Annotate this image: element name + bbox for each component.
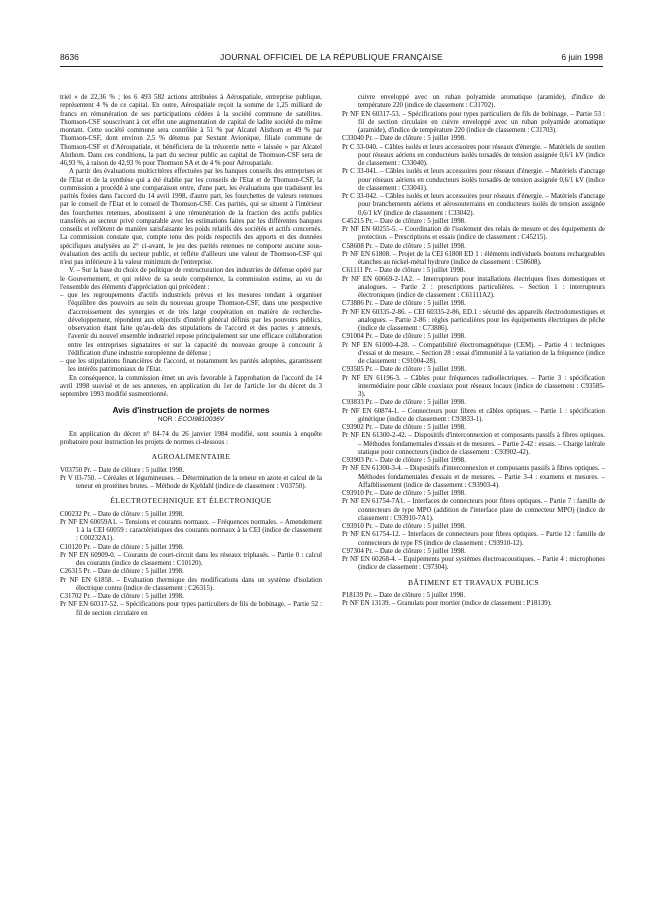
- norm-entry: P18139 Pr. – Date de clôture : 5 juillet 1998.: [342, 591, 466, 599]
- norm-entry-continuation: cuivre enveloppé avec un ruban polyamide aromatique (aramide), d'indice de température 220 (indice de classement : C31702).: [358, 94, 605, 110]
- norm-entry: C73886 Pr. – Date de clôture : 5 juillet 1998.: [342, 300, 466, 308]
- nor-reference: [60, 416, 322, 424]
- norm-entry: C58608 Pr. – Date de clôture : 5 juillet 1998.: [342, 242, 466, 250]
- journal-title: JOURNAL OFFICIEL DE LA RÉPUBLIQUE FRANÇAISE: [220, 52, 443, 62]
- paragraph: triel » de 22,36 % ; les 6 493 582 actions attribuées à Aérospatiale, entreprise publique, représentent 4 % de ce capital. En outre, Aérospatiale reçoit la somme de 1,25 milliard de francs en rémunération de ses participations cédées à la société commune de satellites. Thomson-CSF souscrivant à cet effet une augmentation de capital de ladite société du même montant. Cette société commune sera contrôlée à 51 % par Alcatel Alsthom et 49 % par Thomson-CSF, dont environ 2,5 % détenus par Sextant Avionique, filiale commune de Thomson-CSF et d'Aérospatiale, et bénéficiera de la trésorerie nette « laissée » par Alcatel Alsthom. Dans ces conditions, la part du secteur public au capital de Thomson-CSF sera de 46,93 %, à raison de 42,93 % pour Thomson SA et de 4 % pour Aérospatiale.: [60, 94, 322, 167]
- norm-entry: C93903 Pr. – Date de clôture : 5 juillet 1998.: [342, 457, 466, 464]
- norm-entry: C26315 Pr. – Date de clôture : 5 juillet 1998.: [60, 568, 184, 576]
- norm-entry: Pr C 33-041. – Câbles isolés et leurs accessoires pour réseaux d'énergie. – Matériels d'ancrage pour réseaux aériens en conducteurs isolés torsadés de tension assignée 0,6/1 kV (indice de classement : C33041).: [342, 168, 605, 192]
- norm-entry: Pr NF EN 61300-2-42. – Dispositifs d'interconnexion et composants passifs à fibres optiques. – Méthodes fondamentales d'essais et de mesures. – Partie 2-42 : essais. – Charge latérale statique pour connecteurs (indice de classement : C93902-42).: [342, 432, 605, 456]
- norm-entry: Pr NF EN 60874-1. – Connecteurs pour fibres et câbles optiques. – Partie 1 : spécification générique (indice de classement : C93833-1).: [342, 407, 605, 423]
- paragraph: V. – Sur la base du choix de politique de restructuration des industries de défense opéré par le Gouvernement, et qui relève de sa seule compétence, la commission estime, au vu de l'ensemble des éléments d'appréciation qui précèdent :: [60, 267, 322, 291]
- norm-entry: Pr NF EN 61858. – Evaluation thermique des modifications dans un système d'isolation électrique connu (indice de classement : C26315).: [60, 576, 322, 592]
- norm-entry: C33040 Pr. – Date de clôture : 5 juillet 1998.: [342, 135, 466, 143]
- nor-code: ECOI9810036V: [177, 415, 225, 423]
- norm-entry: C93833 Pr. – Date de clôture : 5 juillet 1998.: [342, 399, 466, 407]
- section-heading-electrotechnique: ÉLECTROTECHNIQUE ET ÉLECTRONIQUE: [110, 496, 272, 506]
- page-number: 8636: [60, 52, 79, 62]
- norm-entry: C93902 Pr. – Date de clôture : 5 juillet 1998.: [342, 424, 466, 431]
- norm-entry: C31702 Pr. – Date de clôture : 5 juillet 1998.: [60, 593, 184, 600]
- norm-entry: Pr C 33-042. – Câbles isolés et leurs accessoires pour réseaux d'énergie. – Matériels d'ancrage pour branchements aériens et aérosouterrains en conducteurs isolés de tension assignée 0,6/1 kV (indice de classement : C33042).: [342, 193, 605, 217]
- dash-item: – que les stipulations financières de l'accord, et notamment les parités adoptées, garantissent les intérêts patrimoniaux de l'Etat.: [60, 358, 322, 374]
- norm-entry: Pr NF EN 60317-52. – Spécifications pour types particuliers de fils de bobinage. – Partie 52 : fil de section circulaire en: [60, 601, 322, 617]
- norm-entry: Pr NF EN 60669-2-1A2. – Interrupteurs pour installations électriques fixes domestiques et analogues. – Partie 2 : prescriptions particulières. – Section 1 : interrupteurs électroniques (indice de classement : C61111A2).: [342, 275, 605, 299]
- norm-entry: Pr NF EN 61196-3. – Câbles pour fréquences radioélectriques. – Partie 3 : spécification intermédiaire pour câble coaxiaux pour réseaux locaux (indice de classement : C93585-3).: [342, 374, 605, 398]
- section-heading-agroalimentaire: AGROALIMENTAIRE: [151, 452, 231, 462]
- norm-entry: C10120 Pr. – Date de clôture : 5 juillet 1998.: [60, 543, 184, 551]
- nor-label: NOR :: [157, 415, 178, 423]
- norm-entry: Pr V 03-750. – Céréales et légumineuses. – Détermination de la teneur en azote et calcul de la teneur en protéines brutes. – Méthode de Kjeldahl (indice de classement : V03750).: [60, 474, 322, 490]
- norm-entry: Pr NF EN 61300-3-4. – Dispositifs d'interconnexion et composants passifs à fibres optiques. – Méthodes fondamentales d'essais et de mesures. – Partie 3-4 : examens et mesures. – Affaiblissement (indice de classement : C93903-4).: [342, 465, 605, 489]
- norm-entry: Pr NF EN 13139. – Granulats pour mortier (indice de classement : P18139).: [342, 600, 552, 607]
- norm-entry: C45215 Pr. – Date de clôture : 5 juillet 1998.: [342, 217, 466, 225]
- norm-entry: C61111 Pr. – Date de clôture : 5 juillet 1998.: [342, 267, 466, 275]
- page-header: [60, 52, 603, 66]
- norm-entry: Pr NF EN 61754-12. – Interfaces de connecteurs pour fibres optiques. – Partie 12 : famille de connecteurs de type FS (indice de classement : C93910-12).: [342, 531, 605, 547]
- left-column: [60, 94, 322, 618]
- norm-entry: C00232 Pr. – Date de clôture : 5 juillet 1998.: [60, 510, 184, 518]
- norm-entry: Pr NF EN 61000-4-28. – Compatibilité électromagnétique (CEM). – Partie 4 : techniques d'essai et de mesure. – Section 28 : essai d'immunité à la variation de la fréquence (indice de classement : C91004-28).: [342, 341, 605, 365]
- norm-entry: Pr NF EN 60317-53. – Spécifications pour types particuliers de fils de bobinage. – Partie 53 : fil de section circulaire en cuivre enveloppé avec un ruban polyamide aromatique (aramide), d'indice de température 220 (indice de classement : C31703).: [342, 110, 605, 134]
- norm-entry: Pr NF EN 60059A1. – Tensions et courants normaux. – Fréquences normales. – Amendement 1 à la CEI 60059 : caractéristiques des courants normaux à la CEI (indice de classement : C00232A1).: [60, 518, 322, 543]
- norm-entry: C93910 Pr. – Date de clôture : 5 juillet 1998.: [342, 523, 466, 530]
- norm-entry: Pr NF EN 60909-0. – Courants de court-circuit dans les réseaux triphasés. – Partie 0 : calcul des courants (indice de classement : C10120).: [60, 551, 322, 567]
- header-rule: [60, 66, 603, 67]
- paragraph: A partir des évaluations multicritères effectuées par les banques conseils des entreprises et de l'Etat et de la synthèse qui a été établie par les conseils de l'Etat et de Thomson-CSF, la commission a procédé à une comparaison entre, d'une part, les évaluations que traduisent les parités fixées dans l'accord du 14 avril 1998, d'autre part, les fourchettes de valeurs retenues par le conseil de l'Etat et le conseil de Thomson-CSF. Ces parités, qui se situent à l'intérieur des fourchettes retenues, aboutissent à une rémunération de la fraction des actifs publics transférés au secteur privé comparable avec les estimations faites par les différentes banques conseils et reflètent de manière satisfaisante les poids relatifs des sociétés et actifs concernés. La commission constate que, compte tenu des poids respectifs des apports et des données spécifiques analysées au 2° ci-avant, le jeu des parités retenues ne comporte aucune sous-évaluation des actifs du secteur public, et reflète d'ailleurs une valeur de Thomson-CSF qui n'est pas inférieure à la valeur minimum de l'entreprise.: [60, 168, 322, 266]
- norm-entry: Pr NF EN 60255-5. – Coordination de l'isolement des relais de mesure et des équipements de protection. – Prescriptions et essais (indice de classement : C45215).: [342, 226, 605, 242]
- norm-entry: C93585 Pr. – Date de clôture : 5 juillet 1998.: [342, 366, 466, 374]
- norm-entry: Pr C 33-040. – Câbles isolés et leurs accessoires pour réseaux d'énergie. – Matériels de soutien pour réseaux aériens en conducteurs isolés torsadés de tension assignée 0,6/1 kV (indice de classement : C33040).: [342, 143, 605, 167]
- norm-entry: V03750 Pr. – Date de clôture : 5 juillet 1998.: [60, 466, 185, 474]
- norm-entry: Pr NF EN 61808. – Projet de la CEI 61808 ED 1 : éléments individuels boutons rechargeables étanches au nickel-métal hydrure (indice de classement : C58608).: [342, 250, 605, 266]
- conclusion-paragraph: En conséquence, la commission émet un avis favorable à l'approbation de l'accord du 14 avril 1998 susvisé et de ses annexes, en application du 1er de l'article 1er du décret du 3 septembre 1993 modifié susmentionné.: [60, 374, 322, 398]
- section-heading-batiment: BÂTIMENT ET TRAVAUX PUBLICS: [408, 577, 539, 587]
- norm-entry: Pr NF EN 60268-4. – Equipements pour systèmes électroacoustiques. – Partie 4 : microphones (indice de classement : C97304).: [342, 556, 605, 572]
- avis-title: Avis d'instruction de projets de normes: [112, 405, 270, 416]
- norm-entry: C93910 Pr. – Date de clôture : 5 juillet 1998.: [342, 490, 466, 497]
- dash-item: – que les regroupements d'actifs industriels prévus et les mesures tendant à organiser l'équilibre des pouvoirs au sein du nouveau groupe Thomson-CSF, dans une perspective d'accroissement des synergies et de très large coopération en matière de recherche-développement, répondent aux objectifs d'intérêt général définis par les pouvoirs publics, observation étant faite qu'au-delà des stipulations de l'accord et des pactes y annexés, l'avenir du nouvel ensemble industriel repose principalement sur une efficace collaboration entre les entreprises signataires et sur la capacité du nouveau groupe à concourir à l'édification d'une industrie européenne de défense ;: [60, 292, 322, 357]
- norm-entry: C91004 Pr. – Date de clôture : 5 juillet 1998.: [342, 333, 466, 341]
- norm-entry: Pr NF EN 61754-7A1. – Interfaces de connecteurs pour fibres optiques. – Partie 7 : famille de connecteurs de type MPO (addition de l'interface plate de connecteur MPO) (indice de classement : C93910-7A1).: [342, 498, 605, 522]
- intro-paragraph: En application du décret n° 84-74 du 26 janvier 1984 modifié, sont soumis à enquête probatoire pour instruction les projets de normes ci-dessous :: [60, 430, 322, 446]
- issue-date: 6 juin 1998: [561, 52, 603, 62]
- norm-entry: C97304 Pr. – Date de clôture : 5 juillet 1998.: [342, 547, 466, 555]
- norm-entry: Pr NF EN 60335-2-86. – CEI 60335-2-86, ED.1 : sécurité des appareils électrodomestiques et analogues. – Partie 2-86 : règles particulières pour les équipements électriques de pêche (indice de classement : C73886).: [342, 308, 605, 332]
- right-column: [342, 94, 605, 608]
